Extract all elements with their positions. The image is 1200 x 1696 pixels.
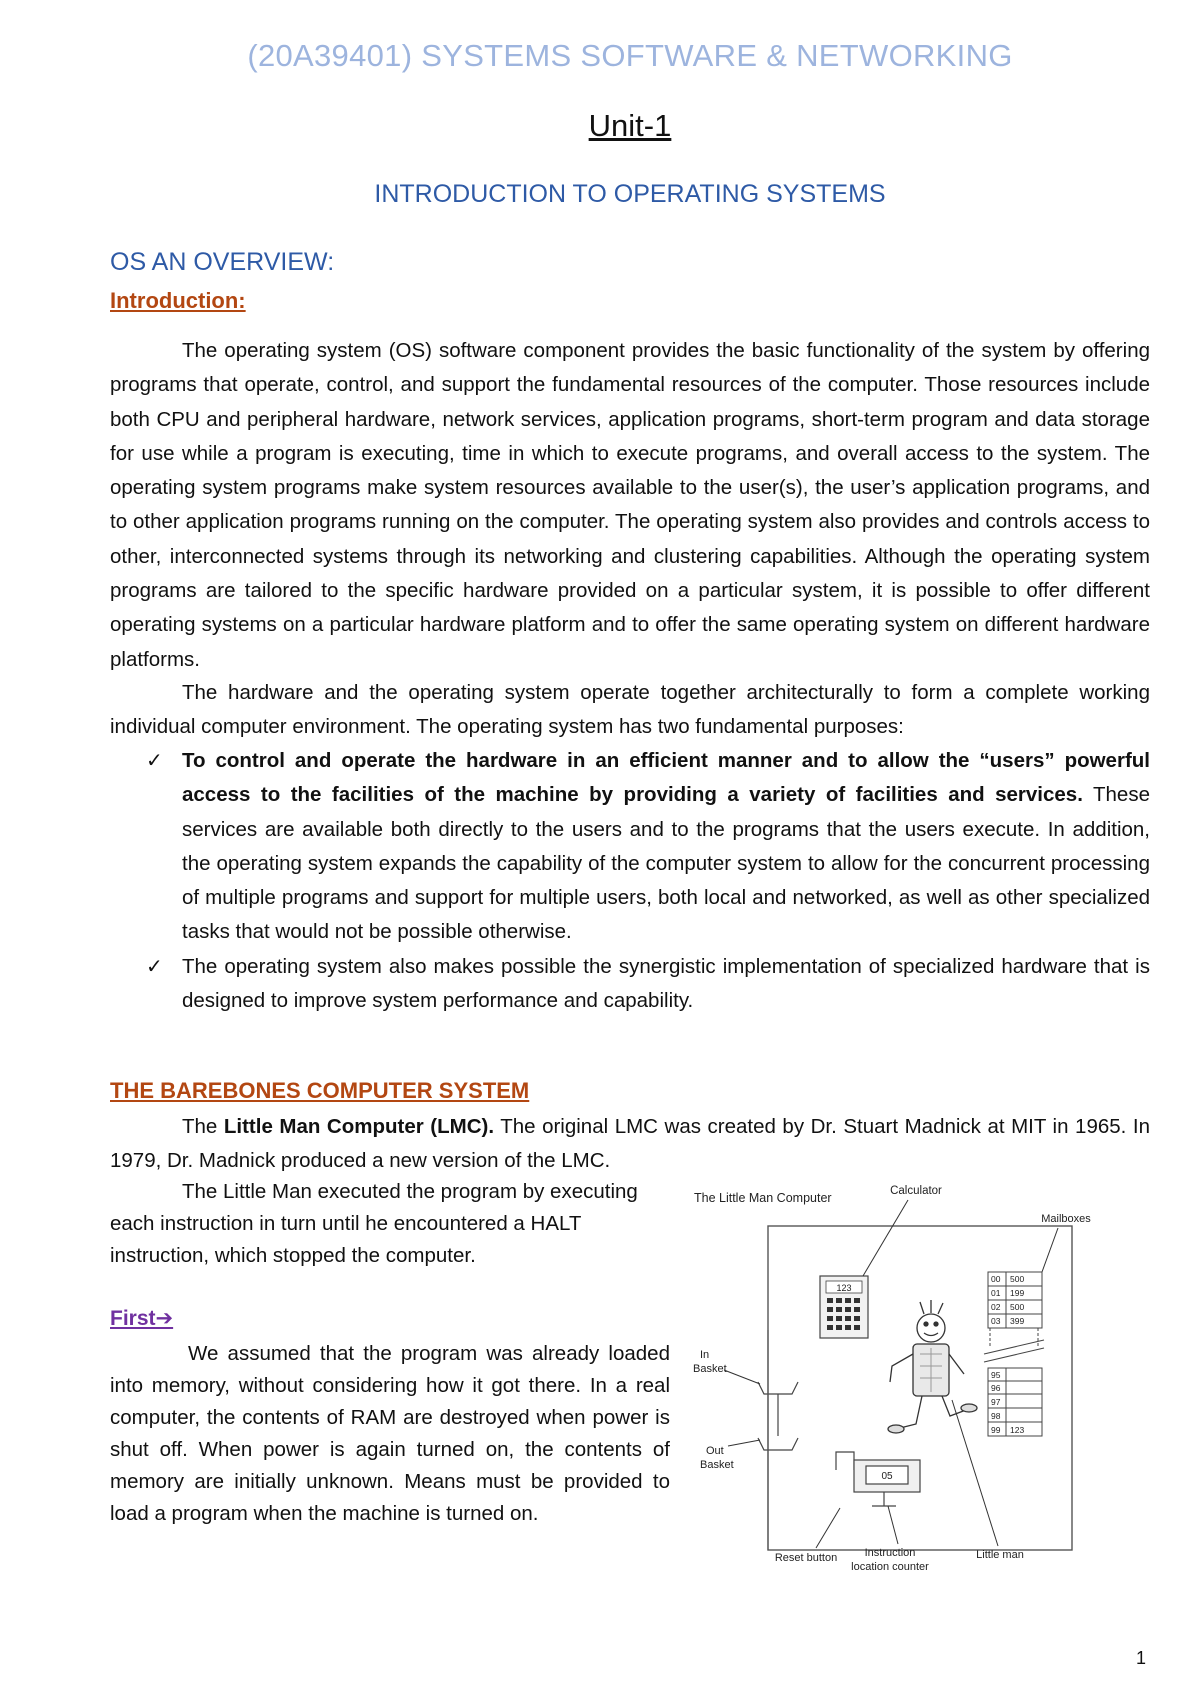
course-title: (20A39401) SYSTEMS SOFTWARE & NETWORKING xyxy=(247,38,1013,73)
lmc-figure xyxy=(688,1170,1108,1590)
mailbox-address: 95 xyxy=(991,1370,1001,1380)
first-heading xyxy=(110,1306,173,1331)
instruction-counter-label-1: Instruction xyxy=(864,1547,916,1559)
figure-title: The Little Man Computer xyxy=(694,1191,832,1205)
paragraph-first: We assumed that the program was already loaded into memory, without considering how it got there. In a real computer, the contents of RAM are destroyed when power is shut off. When power is again turned on, the contents of memory are initially unknown. Means must be provided to load a program when the machine is turned on. xyxy=(110,1342,670,1525)
in-basket-label-2: Basket xyxy=(693,1363,727,1375)
counter-assembly xyxy=(836,1452,920,1506)
mailbox-value: 123 xyxy=(1010,1425,1025,1435)
lmc-history-text: The original LMC was created by Dr. Stuart Madnick at MIT in 1965. In 1979, Dr. Madnick produced a new version of the LMC. xyxy=(110,1115,1150,1173)
mailbox-value: 399 xyxy=(1010,1316,1025,1326)
paragraph-os-purposes: The hardware and the operating system operate together architecturally to form a complete working individual computer environment. The operating system has two fundamental purposes: xyxy=(110,681,1150,739)
mailbox-address: 99 xyxy=(991,1425,1001,1435)
calculator-pointer xyxy=(863,1200,908,1276)
out-basket-pointer xyxy=(728,1440,760,1446)
reset-button-pointer xyxy=(816,1508,840,1548)
bullet-text: These services are available both directly to the users and to the programs that the users execute. In addition, the operating system expands the capability of the computer system to allow for the concurrent processing of multiple programs and support for multiple users, both local and networked, as well as other specialized tasks that would not be possible otherwise. xyxy=(182,783,1150,944)
page-number: 1 xyxy=(1135,1648,1146,1668)
mailbox-address: 01 xyxy=(991,1288,1001,1298)
counter-value: 05 xyxy=(881,1471,893,1482)
mailbox-value: 500 xyxy=(1010,1302,1025,1312)
list-item xyxy=(110,744,1150,950)
calculator-device xyxy=(820,1276,868,1338)
section-heading-overview: OS AN OVERVIEW: xyxy=(110,248,335,276)
baskets xyxy=(758,1330,798,1550)
checkmark-icon: ✓ xyxy=(146,750,163,772)
calculator-label: Calculator xyxy=(890,1185,942,1197)
mailbox-address: 96 xyxy=(991,1383,1001,1393)
mailboxes-block xyxy=(984,1272,1044,1436)
unit-heading: Unit-1 xyxy=(588,108,672,143)
mailbox-address: 98 xyxy=(991,1411,1001,1421)
mailboxes-label: Mailboxes xyxy=(1041,1213,1091,1225)
list-item xyxy=(110,950,1150,1019)
in-basket-label-1: In xyxy=(700,1349,710,1361)
mailbox-address: 00 xyxy=(991,1274,1001,1284)
mailbox-value: 199 xyxy=(1010,1288,1025,1298)
reset-button-label: Reset button xyxy=(774,1552,838,1564)
instruction-counter-label-2: location counter xyxy=(851,1561,929,1573)
first-label: First xyxy=(110,1307,156,1330)
bullet-text: The operating system also makes possible the synergistic implementation of specialized hardware that is designed to improve system performance and capability. xyxy=(182,954,1150,1013)
little-man-label: Little man xyxy=(976,1549,1024,1561)
mailbox-address: 97 xyxy=(991,1397,1001,1407)
lmc-lead: The xyxy=(182,1115,224,1138)
chapter-heading: INTRODUCTION TO OPERATING SYSTEMS xyxy=(374,180,886,208)
purposes-list xyxy=(110,744,1150,1018)
mailbox-address: 02 xyxy=(991,1302,1001,1312)
little-man-figure xyxy=(888,1300,977,1433)
mailbox-value: 500 xyxy=(1010,1274,1025,1284)
subheading-introduction: Introduction: xyxy=(110,288,246,313)
paragraph-os-definition: The operating system (OS) software component provides the basic functionality of the system by offering programs that operate, control, and support the fundamental resources of the computer. Those resources include both CPU and peripheral hardware, network services, application programs, short-term program and data storage for use while a program is executing, time in which to execute programs, and overall access to the system. The operating system programs make system resources available to the user(s), the user’s application programs, and to other application programs running on the computer. The operating system also provides and controls access to other, interconnected systems through its networking and clustering capabilities. Although the operating system programs are tailored to the specific hardware provided on a particular system, it is possible to offer different operating systems on a particular hardware platform and to offer the same operating system on different hardware platforms. xyxy=(110,339,1150,671)
instruction-counter-pointer xyxy=(888,1506,898,1544)
calculator-display: 123 xyxy=(836,1283,852,1293)
lmc-name: Little Man Computer (LMC). xyxy=(223,1115,495,1138)
in-basket-pointer xyxy=(724,1370,760,1384)
bullet-bold-text: To control and operate the hardware in an efficient manner and to allow the “users” powerful access to the facilities of the machine by providing a variety of facilities and services. xyxy=(182,749,1150,807)
paragraph-lmc-history xyxy=(110,1110,1150,1179)
mailboxes-pointer xyxy=(1042,1228,1058,1272)
out-basket-label-1: Out xyxy=(706,1445,724,1457)
out-basket-label-2: Basket xyxy=(700,1459,734,1471)
checkmark-icon: ✓ xyxy=(146,955,163,978)
section-heading-barebones: THE BAREBONES COMPUTER SYSTEM xyxy=(110,1078,530,1103)
right-arrow-icon: ➔ xyxy=(155,1307,174,1330)
mailbox-address: 03 xyxy=(991,1316,1001,1326)
paragraph-lmc-execution: The Little Man executed the program by executing each instruction in turn until he encountered a HALT instruction, which stopped the computer. xyxy=(110,1180,638,1267)
